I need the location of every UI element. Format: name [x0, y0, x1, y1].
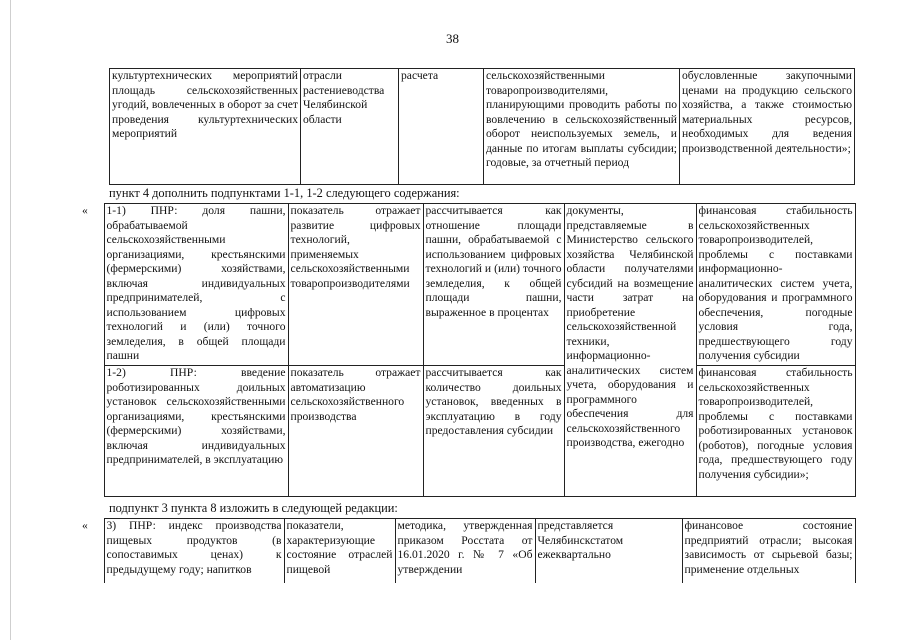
table-row — [78, 204, 855, 366]
table-continuation — [109, 68, 855, 185]
data-source-cell: сельскохозяйственными товаропроизводителями, планирующими проводить работы по вовлечению в сельскохозяйственный оборот неиспользуемых земель, и данные по итогам выплаты субсидии; годовые, за отчетный период — [484, 69, 680, 185]
calculation-method-cell: расчета — [399, 69, 484, 185]
opening-quote: « — [78, 204, 104, 497]
indicator-name-cell: 1-1) ПНР: доля пашни, обрабатываемой сельскохозяйственными организациями, крестьянскими (фермерскими) хозяйствами, включая индивидуальных предпринимателей, с использованием цифровых технологий и (или) точного земледелия, в общей площади пашни — [104, 204, 288, 366]
calculation-method-cell: рассчитывается как количество доильных установок, введенных в эксплуатацию в году предоставления субсидии — [423, 366, 564, 497]
table-subitem-3 — [78, 518, 856, 583]
data-source-cell: представляется Челябинскстатом ежеквартально — [535, 519, 682, 583]
indicator-definition-cell: показатель отражает развитие цифровых технологий, применяемых сельскохозяйственными товаропроизводителями — [288, 204, 423, 366]
risk-factors-cell: финансовая стабильность сельскохозяйственных товаропроизводителей, проблемы с поставками роботизированных установок (роботов), погодные условия года, предшествующего году получения субсидии»; — [696, 366, 855, 497]
risk-factors-cell: обусловленные закупочными ценами на продукцию сельского хозяйства, а также стоимостью материальных ресурсов, необходимых для ведения производственной деятельности»; — [680, 69, 855, 185]
risk-factors-cell: финансовая стабильность сельскохозяйственных товаропроизводителей, проблемы с поставками информационно-аналитических систем учета, оборудования и программного обеспечения, погодные условия года, предшествующего году получения субсидии — [696, 204, 855, 366]
table-row — [110, 69, 855, 185]
indicator-definition-cell: показатель отражает автоматизацию сельскохозяйственного производства — [288, 366, 423, 497]
amendment-paragraph: пункт 4 дополнить подпунктами 1-1, 1-2 следующего содержания: — [109, 186, 460, 200]
table-row — [78, 519, 855, 583]
amendment-paragraph: подпункт 3 пункта 8 изложить в следующей редакции: — [109, 501, 398, 515]
calculation-method-cell: методика, утвержденная приказом Росстата от 16.01.2020 г. № 7 «Об утверждении — [395, 519, 535, 583]
calculation-method-cell: рассчитывается как отношение площади пашни, обрабатываемой с использованием цифровых технологий и (или) точного земледелия, к общей площади пашни, выраженное в процентах — [423, 204, 564, 366]
risk-factors-cell: финансовое состояние предприятий отрасли; высокая зависимость от сырьевой базы; применение отдельных — [682, 519, 855, 583]
scan-edge-line — [10, 0, 11, 640]
indicator-definition-cell: показатели, характеризующие состояние отраслей пищевой — [284, 519, 395, 583]
table-new-subitems — [78, 203, 856, 497]
indicator-name-cell: культуртехнических мероприятий площадь сельскохозяйственных угодий, вовлеченных в оборот за счет проведения культуртехнических мероприятий — [110, 69, 301, 185]
page-number: 38 — [446, 31, 459, 46]
table-row — [78, 366, 855, 497]
opening-quote: « — [78, 519, 104, 583]
data-source-cell: документы, представляемые в Министерство сельского хозяйства Челябинской области получателями субсидий на возмещение части затрат на приобретение сельскохозяйственной техники, информационно-аналитических систем учета, оборудования и программного обеспечения для сельскохозяйственного производства, ежегодно — [564, 204, 696, 497]
indicator-name-cell: 3) ПНР: индекс производства пищевых продуктов (в сопоставимых ценах) к предыдущему году; напитков — [104, 519, 284, 583]
indicator-definition-cell: отрасли растениеводства Челябинской области — [301, 69, 399, 185]
indicator-name-cell: 1-2) ПНР: введение роботизированных доильных установок сельскохозяйственными организациями, крестьянскими (фермерскими) хозяйствами, включая индивидуальных предпринимателей, в эксплуатацию — [104, 366, 288, 497]
